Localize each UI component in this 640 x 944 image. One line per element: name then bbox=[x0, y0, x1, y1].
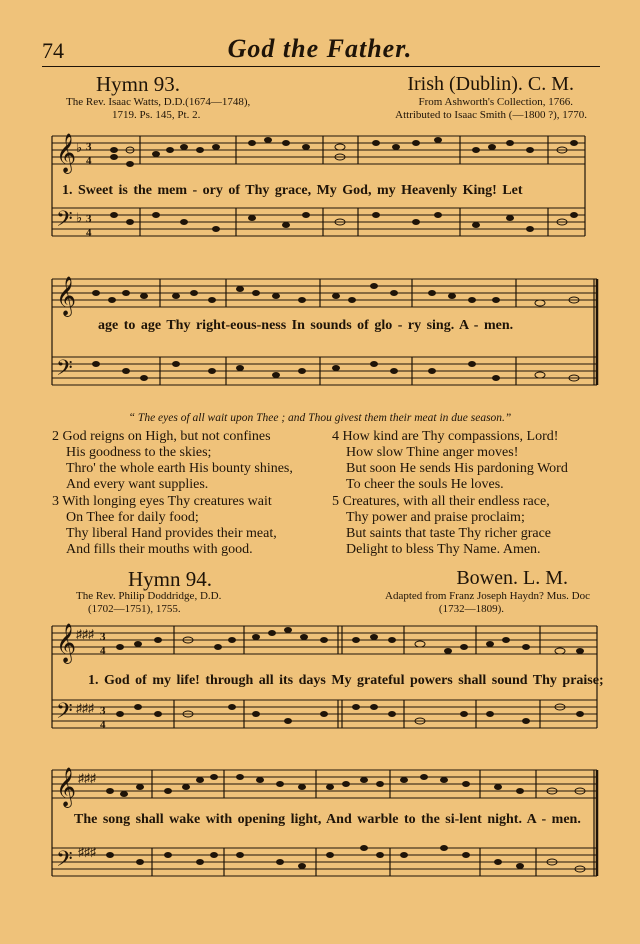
verse-2-line-1: 2 God reigns on High, but not confines bbox=[52, 429, 271, 444]
sharp-signs-icon: ♯♯♯ bbox=[76, 701, 94, 715]
time-signature: 3 bbox=[86, 213, 92, 225]
hymn-93-author-line2: 1719. Ps. 145, Pt. 2. bbox=[112, 109, 201, 121]
treble-clef-icon: 𝄞 bbox=[56, 625, 77, 662]
time-signature: 4 bbox=[86, 155, 92, 167]
header-rule bbox=[42, 66, 600, 67]
time-signature: 4 bbox=[100, 645, 106, 657]
time-signature: 4 bbox=[100, 719, 106, 731]
hymn-93-author-line1: The Rev. Isaac Watts, D.D.(1674—1748), bbox=[66, 96, 251, 108]
flat-sign-icon: ♭ bbox=[76, 210, 83, 225]
time-signature: 3 bbox=[86, 141, 92, 153]
verse-5-line-4: Delight to bless Thy Name. Amen. bbox=[346, 542, 541, 557]
hymn-94-author-line1: The Rev. Philip Doddridge, D.D. bbox=[76, 590, 222, 602]
verse-4-line-3: But soon He sends His pardoning Word bbox=[346, 461, 568, 476]
verse-4-line-2: How slow Thine anger moves! bbox=[346, 445, 519, 460]
verse-4 bbox=[332, 429, 568, 493]
running-head: God the Father. bbox=[227, 34, 413, 63]
hymn-93-tune-credit-line1: From Ashworth's Collection, 1766. bbox=[418, 96, 573, 108]
verse-2-line-2: His goodness to the skies; bbox=[66, 445, 212, 460]
time-signature: 3 bbox=[100, 631, 106, 643]
bass-clef-icon: 𝄢 bbox=[56, 699, 73, 728]
verse-5-line-3: But saints that taste Thy richer grace bbox=[346, 526, 552, 541]
verse-2 bbox=[52, 429, 293, 493]
verse-2-line-4: And every want supplies. bbox=[66, 477, 209, 492]
flat-sign-icon: ♭ bbox=[76, 140, 83, 155]
sharp-signs-icon: ♯♯♯ bbox=[78, 771, 96, 785]
hymn-93-tune-credit-line2: Attributed to Isaac Smith (—1800 ?), 1770. bbox=[395, 109, 587, 121]
sharp-signs-icon: ♯♯♯ bbox=[78, 845, 96, 859]
bass-clef-icon: 𝄢 bbox=[56, 847, 73, 876]
hymn-94-lyric-line-2: The song shall wake with opening light, And warble to the si-lent night. A - men. bbox=[74, 812, 581, 827]
bass-clef-icon: 𝄢 bbox=[56, 207, 73, 236]
verse-5-line-1: 5 Creatures, with all their endless race, bbox=[332, 494, 550, 509]
hymn-94-author bbox=[76, 590, 221, 616]
verse-3 bbox=[52, 494, 277, 558]
verse-3-line-1: 3 With longing eyes Thy creatures wait bbox=[52, 494, 272, 509]
verse-3-line-4: And fills their mouths with good. bbox=[66, 542, 253, 557]
time-signature: 3 bbox=[100, 705, 106, 717]
treble-clef-icon: 𝄞 bbox=[56, 769, 77, 806]
scripture-quote: “ The eyes of all wait upon Thee ; and Thou givest them their meat in due season.” bbox=[128, 412, 512, 424]
hymn-93-treble-staff-1 bbox=[52, 136, 585, 164]
verse-4-line-1: 4 How kind are Thy compassions, Lord! bbox=[332, 429, 559, 444]
hymn-94-tune-credit bbox=[385, 590, 590, 616]
verse-4-line-4: To cheer the souls He loves. bbox=[346, 477, 504, 492]
treble-clef-icon: 𝄞 bbox=[56, 135, 77, 172]
treble-clef-icon: 𝄞 bbox=[56, 278, 77, 315]
bass-clef-icon: 𝄢 bbox=[56, 356, 73, 385]
verse-2-line-3: Thro' the whole earth His bounty shines, bbox=[66, 461, 293, 476]
hymn-93-lyric-line-2: age to age Thy right-eous-ness In sounds of glo - ry sing. A - men. bbox=[98, 318, 514, 333]
hymn-94-lyric-line-1: 1. God of my life! through all its days My grateful powers shall sound Thy praise; bbox=[88, 673, 604, 688]
hymn-93-lyric-line-1: 1. Sweet is the mem - ory of Thy grace, My God, my Heavenly King! Let bbox=[62, 183, 523, 198]
time-signature: 4 bbox=[86, 227, 92, 239]
verse-5 bbox=[332, 494, 551, 558]
hymn-93-tune-credit bbox=[395, 96, 587, 122]
verse-3-line-3: Thy liberal Hand provides their meat, bbox=[66, 526, 277, 541]
hymn-94-tune-credit-line1: Adapted from Franz Joseph Haydn? Mus. Doc bbox=[385, 590, 590, 602]
hymn-94-tune: Bowen. L. M. bbox=[456, 567, 568, 589]
verse-5-line-2: Thy power and praise proclaim; bbox=[346, 510, 525, 525]
sharp-signs-icon: ♯♯♯ bbox=[76, 627, 94, 641]
hymn-93-title: Hymn 93. bbox=[96, 72, 180, 96]
hymn-94-author-line2: (1702—1751), 1755. bbox=[88, 603, 181, 615]
page-number: 74 bbox=[42, 38, 64, 63]
hymn-93-tune: Irish (Dublin). C. M. bbox=[407, 73, 574, 95]
hymn-93-author bbox=[66, 96, 250, 122]
hymn-94-tune-credit-line2: (1732—1809). bbox=[438, 603, 504, 615]
verse-3-line-2: On Thee for daily food; bbox=[66, 510, 199, 525]
hymn-94-title: Hymn 94. bbox=[128, 567, 212, 591]
